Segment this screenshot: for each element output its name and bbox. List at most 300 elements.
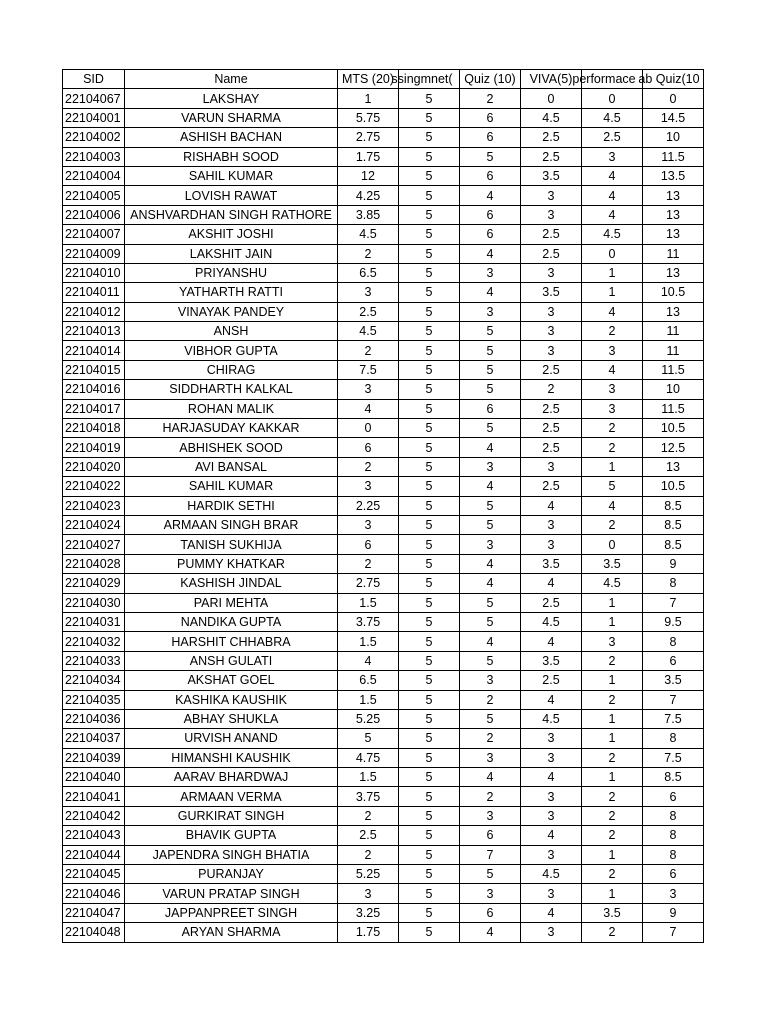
cell-sid: 22104048 [63, 923, 125, 942]
cell-assignment: 5 [399, 884, 460, 903]
header-sid: SID [63, 70, 125, 89]
cell-assignment: 5 [399, 826, 460, 845]
cell-lab-quiz: 8.5 [643, 768, 704, 787]
cell-sid: 22104023 [63, 496, 125, 515]
cell-assignment: 5 [399, 593, 460, 612]
cell-assignment: 5 [399, 302, 460, 321]
cell-assignment: 5 [399, 515, 460, 534]
cell-mts: 6.5 [338, 263, 399, 282]
cell-quiz: 3 [460, 302, 521, 321]
cell-quiz: 6 [460, 225, 521, 244]
cell-name: LAKSHAY [125, 89, 338, 108]
table-row [63, 419, 704, 438]
cell-name: AVI BANSAL [125, 457, 338, 476]
cell-assignment: 5 [399, 729, 460, 748]
cell-performance: 3 [582, 632, 643, 651]
table-row [63, 263, 704, 282]
cell-name: GURKIRAT SINGH [125, 806, 338, 825]
cell-assignment: 5 [399, 535, 460, 554]
cell-performance: 4.5 [582, 108, 643, 127]
cell-viva: 3 [521, 923, 582, 942]
cell-name: ABHAY SHUKLA [125, 709, 338, 728]
cell-assignment: 5 [399, 477, 460, 496]
cell-name: HARJASUDAY KAKKAR [125, 419, 338, 438]
cell-quiz: 6 [460, 128, 521, 147]
cell-mts: 2 [338, 845, 399, 864]
cell-mts: 3.75 [338, 612, 399, 631]
cell-name: URVISH ANAND [125, 729, 338, 748]
cell-performance: 3 [582, 147, 643, 166]
cell-viva: 3 [521, 302, 582, 321]
table-row [63, 147, 704, 166]
cell-sid: 22104047 [63, 903, 125, 922]
table-row [63, 923, 704, 942]
cell-mts: 1.5 [338, 632, 399, 651]
cell-mts: 5 [338, 729, 399, 748]
table-row [63, 515, 704, 534]
cell-assignment: 5 [399, 457, 460, 476]
cell-mts: 3 [338, 515, 399, 534]
cell-mts: 4.5 [338, 225, 399, 244]
table-row [63, 438, 704, 457]
cell-performance: 0 [582, 535, 643, 554]
cell-sid: 22104045 [63, 865, 125, 884]
cell-quiz: 6 [460, 903, 521, 922]
cell-lab-quiz: 8 [643, 806, 704, 825]
cell-quiz: 5 [460, 147, 521, 166]
cell-name: PUMMY KHATKAR [125, 554, 338, 573]
cell-name: ASHISH BACHAN [125, 128, 338, 147]
cell-lab-quiz: 11 [643, 341, 704, 360]
cell-sid: 22104016 [63, 380, 125, 399]
cell-mts: 1.75 [338, 147, 399, 166]
table-row [63, 748, 704, 767]
cell-sid: 22104036 [63, 709, 125, 728]
cell-quiz: 5 [460, 419, 521, 438]
cell-sid: 22104028 [63, 554, 125, 573]
cell-lab-quiz: 14.5 [643, 108, 704, 127]
table-row [63, 690, 704, 709]
table-row [63, 651, 704, 670]
cell-mts: 5.75 [338, 108, 399, 127]
cell-viva: 3 [521, 341, 582, 360]
cell-mts: 3 [338, 477, 399, 496]
table-row [63, 903, 704, 922]
cell-performance: 4.5 [582, 225, 643, 244]
cell-quiz: 3 [460, 806, 521, 825]
cell-sid: 22104024 [63, 515, 125, 534]
cell-quiz: 5 [460, 341, 521, 360]
cell-mts: 2 [338, 341, 399, 360]
cell-sid: 22104018 [63, 419, 125, 438]
cell-viva: 4.5 [521, 709, 582, 728]
table-row [63, 457, 704, 476]
cell-performance: 3.5 [582, 554, 643, 573]
cell-mts: 2.75 [338, 128, 399, 147]
cell-viva: 2.5 [521, 477, 582, 496]
cell-lab-quiz: 8 [643, 632, 704, 651]
cell-viva: 4 [521, 574, 582, 593]
cell-viva: 2.5 [521, 147, 582, 166]
cell-name: SAHIL KUMAR [125, 166, 338, 185]
cell-viva: 2.5 [521, 225, 582, 244]
cell-performance: 3 [582, 341, 643, 360]
cell-assignment: 5 [399, 865, 460, 884]
cell-lab-quiz: 6 [643, 865, 704, 884]
cell-quiz: 6 [460, 205, 521, 224]
cell-assignment: 5 [399, 651, 460, 670]
cell-performance: 1 [582, 283, 643, 302]
cell-mts: 1.5 [338, 768, 399, 787]
cell-viva: 2.5 [521, 593, 582, 612]
cell-lab-quiz: 10.5 [643, 283, 704, 302]
cell-performance: 0 [582, 244, 643, 263]
cell-name: ARMAAN SINGH BRAR [125, 515, 338, 534]
cell-assignment: 5 [399, 923, 460, 942]
cell-name: ARMAAN VERMA [125, 787, 338, 806]
cell-name: YATHARTH RATTI [125, 283, 338, 302]
cell-sid: 22104011 [63, 283, 125, 302]
cell-assignment: 5 [399, 554, 460, 573]
cell-assignment: 5 [399, 263, 460, 282]
cell-lab-quiz: 11.5 [643, 399, 704, 418]
table-row [63, 865, 704, 884]
cell-assignment: 5 [399, 341, 460, 360]
cell-performance: 0 [582, 89, 643, 108]
cell-assignment: 5 [399, 845, 460, 864]
cell-quiz: 2 [460, 690, 521, 709]
cell-mts: 0 [338, 419, 399, 438]
cell-sid: 22104003 [63, 147, 125, 166]
table-row [63, 205, 704, 224]
cell-quiz: 2 [460, 787, 521, 806]
cell-name: ANSH [125, 322, 338, 341]
cell-sid: 22104043 [63, 826, 125, 845]
cell-quiz: 5 [460, 322, 521, 341]
cell-viva: 4 [521, 903, 582, 922]
cell-lab-quiz: 13 [643, 205, 704, 224]
cell-name: LOVISH RAWAT [125, 186, 338, 205]
cell-viva: 2.5 [521, 438, 582, 457]
cell-sid: 22104027 [63, 535, 125, 554]
table-row [63, 612, 704, 631]
cell-quiz: 3 [460, 671, 521, 690]
cell-lab-quiz: 9 [643, 554, 704, 573]
cell-sid: 22104044 [63, 845, 125, 864]
cell-sid: 22104014 [63, 341, 125, 360]
cell-assignment: 5 [399, 128, 460, 147]
cell-sid: 22104033 [63, 651, 125, 670]
table-row [63, 593, 704, 612]
cell-quiz: 4 [460, 768, 521, 787]
cell-viva: 4 [521, 690, 582, 709]
cell-name: VINAYAK PANDEY [125, 302, 338, 321]
cell-quiz: 5 [460, 515, 521, 534]
cell-name: TANISH SUKHIJA [125, 535, 338, 554]
cell-performance: 1 [582, 709, 643, 728]
table-row [63, 671, 704, 690]
cell-viva: 3 [521, 845, 582, 864]
cell-mts: 3.75 [338, 787, 399, 806]
cell-mts: 5.25 [338, 865, 399, 884]
cell-lab-quiz: 6 [643, 651, 704, 670]
cell-mts: 6 [338, 535, 399, 554]
cell-performance: 5 [582, 477, 643, 496]
cell-viva: 4 [521, 768, 582, 787]
cell-performance: 1 [582, 884, 643, 903]
cell-lab-quiz: 13 [643, 225, 704, 244]
cell-viva: 3 [521, 884, 582, 903]
cell-viva: 3 [521, 205, 582, 224]
cell-quiz: 3 [460, 535, 521, 554]
cell-quiz: 6 [460, 108, 521, 127]
cell-sid: 22104007 [63, 225, 125, 244]
table-body [63, 89, 704, 942]
cell-performance: 2 [582, 787, 643, 806]
cell-sid: 22104006 [63, 205, 125, 224]
cell-sid: 22104005 [63, 186, 125, 205]
cell-performance: 2.5 [582, 128, 643, 147]
header-lab-quiz: ab Quiz(10 [643, 70, 704, 89]
cell-performance: 2 [582, 826, 643, 845]
table-row [63, 845, 704, 864]
cell-sid: 22104001 [63, 108, 125, 127]
table-row [63, 787, 704, 806]
cell-performance: 1 [582, 845, 643, 864]
cell-viva: 3 [521, 787, 582, 806]
header-quiz: Quiz (10) [460, 70, 521, 89]
table-row [63, 768, 704, 787]
cell-viva: 3 [521, 515, 582, 534]
table-row [63, 477, 704, 496]
cell-sid: 22104029 [63, 574, 125, 593]
header-assignment: ssingmnet( [399, 70, 460, 89]
cell-viva: 3 [521, 322, 582, 341]
cell-performance: 3.5 [582, 903, 643, 922]
cell-performance: 1 [582, 768, 643, 787]
cell-performance: 4 [582, 302, 643, 321]
cell-sid: 22104015 [63, 360, 125, 379]
cell-lab-quiz: 11 [643, 322, 704, 341]
cell-lab-quiz: 10.5 [643, 477, 704, 496]
cell-assignment: 5 [399, 748, 460, 767]
cell-mts: 3 [338, 884, 399, 903]
cell-sid: 22104034 [63, 671, 125, 690]
cell-performance: 2 [582, 748, 643, 767]
table-row [63, 632, 704, 651]
cell-quiz: 4 [460, 283, 521, 302]
cell-mts: 1 [338, 89, 399, 108]
cell-performance: 4 [582, 360, 643, 379]
cell-performance: 4 [582, 186, 643, 205]
cell-sid: 22104046 [63, 884, 125, 903]
cell-mts: 4.75 [338, 748, 399, 767]
cell-assignment: 5 [399, 186, 460, 205]
cell-assignment: 5 [399, 632, 460, 651]
cell-sid: 22104032 [63, 632, 125, 651]
cell-assignment: 5 [399, 360, 460, 379]
cell-quiz: 6 [460, 399, 521, 418]
cell-performance: 2 [582, 806, 643, 825]
cell-sid: 22104030 [63, 593, 125, 612]
cell-mts: 4.5 [338, 322, 399, 341]
table-row [63, 806, 704, 825]
header-viva: VIVA(5) [521, 70, 582, 89]
cell-name: CHIRAG [125, 360, 338, 379]
cell-lab-quiz: 8 [643, 826, 704, 845]
cell-name: SAHIL KUMAR [125, 477, 338, 496]
cell-sid: 22104009 [63, 244, 125, 263]
cell-quiz: 5 [460, 380, 521, 399]
table-row [63, 399, 704, 418]
table-row [63, 186, 704, 205]
cell-name: ARYAN SHARMA [125, 923, 338, 942]
cell-viva: 2 [521, 380, 582, 399]
cell-mts: 3 [338, 283, 399, 302]
cell-performance: 2 [582, 438, 643, 457]
cell-viva: 4.5 [521, 612, 582, 631]
cell-performance: 4 [582, 166, 643, 185]
cell-assignment: 5 [399, 166, 460, 185]
cell-quiz: 5 [460, 865, 521, 884]
cell-viva: 2.5 [521, 671, 582, 690]
cell-performance: 4 [582, 496, 643, 515]
cell-name: AKSHAT GOEL [125, 671, 338, 690]
cell-viva: 3.5 [521, 166, 582, 185]
cell-viva: 2.5 [521, 399, 582, 418]
cell-lab-quiz: 7.5 [643, 748, 704, 767]
header-performance: performace [582, 70, 643, 89]
cell-lab-quiz: 3.5 [643, 671, 704, 690]
table-row [63, 322, 704, 341]
cell-lab-quiz: 0 [643, 89, 704, 108]
cell-assignment: 5 [399, 419, 460, 438]
cell-sid: 22104004 [63, 166, 125, 185]
cell-mts: 2.25 [338, 496, 399, 515]
cell-assignment: 5 [399, 89, 460, 108]
table-row [63, 574, 704, 593]
cell-name: VIBHOR GUPTA [125, 341, 338, 360]
cell-lab-quiz: 10.5 [643, 419, 704, 438]
cell-name: JAPPANPREET SINGH [125, 903, 338, 922]
cell-quiz: 5 [460, 651, 521, 670]
cell-name: RISHABH SOOD [125, 147, 338, 166]
cell-performance: 3 [582, 380, 643, 399]
cell-lab-quiz: 3 [643, 884, 704, 903]
cell-lab-quiz: 13 [643, 186, 704, 205]
cell-viva: 0 [521, 89, 582, 108]
table-row [63, 244, 704, 263]
cell-sid: 22104002 [63, 128, 125, 147]
cell-name: PRIYANSHU [125, 263, 338, 282]
cell-lab-quiz: 8.5 [643, 535, 704, 554]
cell-quiz: 7 [460, 845, 521, 864]
cell-quiz: 4 [460, 574, 521, 593]
cell-sid: 22104040 [63, 768, 125, 787]
cell-mts: 7.5 [338, 360, 399, 379]
cell-quiz: 4 [460, 186, 521, 205]
table-row [63, 709, 704, 728]
table-row [63, 128, 704, 147]
cell-quiz: 5 [460, 496, 521, 515]
cell-mts: 6.5 [338, 671, 399, 690]
cell-lab-quiz: 8.5 [643, 496, 704, 515]
cell-lab-quiz: 13.5 [643, 166, 704, 185]
cell-sid: 22104019 [63, 438, 125, 457]
cell-assignment: 5 [399, 768, 460, 787]
cell-performance: 2 [582, 515, 643, 534]
cell-name: ANSHVARDHAN SINGH RATHORE [125, 205, 338, 224]
cell-viva: 3.5 [521, 283, 582, 302]
table-row [63, 554, 704, 573]
table-row [63, 826, 704, 845]
cell-assignment: 5 [399, 380, 460, 399]
cell-lab-quiz: 13 [643, 263, 704, 282]
cell-quiz: 6 [460, 166, 521, 185]
cell-quiz: 4 [460, 554, 521, 573]
cell-viva: 3 [521, 186, 582, 205]
table-row [63, 884, 704, 903]
cell-viva: 3 [521, 535, 582, 554]
cell-mts: 1.5 [338, 593, 399, 612]
cell-quiz: 4 [460, 923, 521, 942]
cell-lab-quiz: 6 [643, 787, 704, 806]
table-row [63, 535, 704, 554]
cell-name: AKSHIT JOSHI [125, 225, 338, 244]
cell-quiz: 4 [460, 438, 521, 457]
cell-name: NANDIKA GUPTA [125, 612, 338, 631]
cell-lab-quiz: 11 [643, 244, 704, 263]
cell-sid: 22104067 [63, 89, 125, 108]
cell-viva: 2.5 [521, 244, 582, 263]
cell-mts: 4.25 [338, 186, 399, 205]
cell-viva: 4 [521, 826, 582, 845]
cell-mts: 12 [338, 166, 399, 185]
cell-performance: 2 [582, 865, 643, 884]
cell-quiz: 5 [460, 593, 521, 612]
cell-lab-quiz: 9.5 [643, 612, 704, 631]
cell-performance: 2 [582, 419, 643, 438]
cell-name: KASHISH JINDAL [125, 574, 338, 593]
cell-name: VARUN PRATAP SINGH [125, 884, 338, 903]
cell-name: LAKSHIT JAIN [125, 244, 338, 263]
cell-quiz: 5 [460, 612, 521, 631]
cell-quiz: 2 [460, 729, 521, 748]
cell-mts: 2 [338, 806, 399, 825]
cell-assignment: 5 [399, 225, 460, 244]
cell-name: HARSHIT CHHABRA [125, 632, 338, 651]
table-row [63, 108, 704, 127]
cell-mts: 5.25 [338, 709, 399, 728]
cell-performance: 3 [582, 399, 643, 418]
cell-assignment: 5 [399, 806, 460, 825]
cell-name: HIMANSHI KAUSHIK [125, 748, 338, 767]
cell-assignment: 5 [399, 709, 460, 728]
cell-sid: 22104010 [63, 263, 125, 282]
table-row [63, 302, 704, 321]
cell-mts: 2 [338, 554, 399, 573]
cell-sid: 22104041 [63, 787, 125, 806]
cell-assignment: 5 [399, 903, 460, 922]
cell-mts: 1.75 [338, 923, 399, 942]
cell-lab-quiz: 8 [643, 845, 704, 864]
header-name: Name [125, 70, 338, 89]
cell-viva: 2.5 [521, 128, 582, 147]
cell-lab-quiz: 12.5 [643, 438, 704, 457]
cell-performance: 1 [582, 729, 643, 748]
cell-quiz: 3 [460, 748, 521, 767]
cell-assignment: 5 [399, 147, 460, 166]
